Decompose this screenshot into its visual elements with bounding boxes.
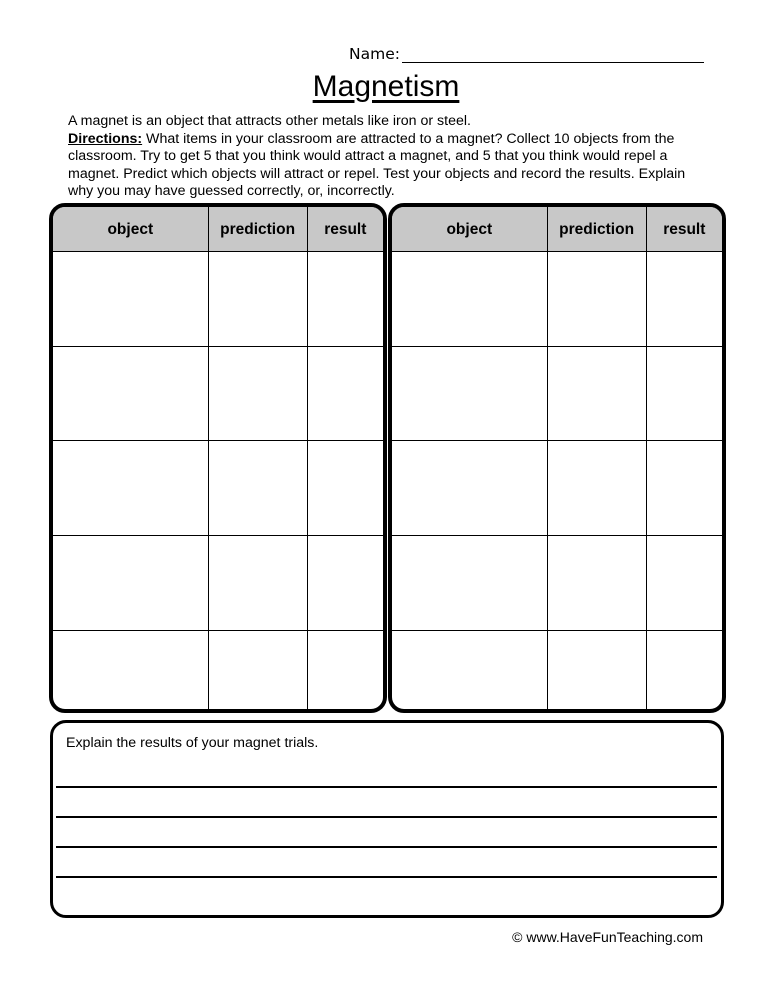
header-object: object [53, 207, 208, 252]
header-result: result [307, 207, 383, 252]
object-cell[interactable] [53, 252, 208, 347]
intro-text [68, 113, 708, 201]
table-header-row [392, 207, 722, 252]
name-row [349, 44, 709, 68]
explain-prompt: Explain the results of your magnet trials. [66, 735, 319, 751]
result-cell[interactable] [646, 346, 722, 441]
answer-line[interactable] [56, 876, 717, 878]
result-cell[interactable] [307, 346, 383, 441]
table-row [392, 441, 722, 536]
table-row [392, 535, 722, 630]
directions-label: Directions: [68, 130, 143, 147]
table-row [392, 346, 722, 441]
table-row [53, 535, 383, 630]
object-cell[interactable] [53, 346, 208, 441]
result-cell[interactable] [646, 630, 722, 709]
table-row [53, 252, 383, 347]
prediction-cell[interactable] [547, 630, 646, 709]
explain-results-box [50, 720, 724, 918]
directions-paragraph [68, 131, 708, 201]
object-cell[interactable] [53, 630, 208, 709]
answer-line[interactable] [56, 846, 717, 848]
object-cell[interactable] [392, 346, 547, 441]
table-row [53, 441, 383, 536]
object-cell[interactable] [392, 252, 547, 347]
header-prediction: prediction [208, 207, 307, 252]
header-result: result [646, 207, 722, 252]
prediction-cell[interactable] [208, 252, 307, 347]
answer-line[interactable] [56, 786, 717, 788]
table-header-row [53, 207, 383, 252]
header-prediction: prediction [547, 207, 646, 252]
prediction-cell[interactable] [547, 346, 646, 441]
prediction-cell[interactable] [547, 252, 646, 347]
page-title: Magnetism [312, 70, 460, 103]
name-field[interactable] [402, 62, 704, 63]
prediction-cell[interactable] [208, 346, 307, 441]
prediction-cell[interactable] [208, 630, 307, 709]
left-results-table [49, 203, 387, 713]
result-cell[interactable] [307, 630, 383, 709]
result-cell[interactable] [646, 252, 722, 347]
intro-line: A magnet is an object that attracts other metals like iron or steel. [68, 113, 471, 129]
right-results-table [388, 203, 726, 713]
result-cell[interactable] [646, 441, 722, 536]
header-object: object [392, 207, 547, 252]
prediction-cell[interactable] [208, 441, 307, 536]
result-cell[interactable] [646, 535, 722, 630]
result-cell[interactable] [307, 535, 383, 630]
name-label: Name: [349, 45, 400, 63]
table-row [53, 630, 383, 709]
prediction-cell[interactable] [208, 535, 307, 630]
table-row [53, 346, 383, 441]
answer-line[interactable] [56, 816, 717, 818]
result-cell[interactable] [307, 252, 383, 347]
object-cell[interactable] [392, 630, 547, 709]
prediction-cell[interactable] [547, 535, 646, 630]
table-row [392, 630, 722, 709]
object-cell[interactable] [392, 535, 547, 630]
object-cell[interactable] [53, 441, 208, 536]
directions-text: What items in your classroom are attracted to a magnet? Collect 10 objects from the classroom. Try to get 5 that you think would attract a magnet, and 5 that you think would repel a magnet. Predict which objects will attract or repel. Test your objects and record the results. Explain why you may have guessed correctly, or, incorrectly. [68, 130, 686, 200]
table-row [392, 252, 722, 347]
object-cell[interactable] [392, 441, 547, 536]
prediction-cell[interactable] [547, 441, 646, 536]
object-cell[interactable] [53, 535, 208, 630]
copyright-footer: © www.HaveFunTeaching.com [512, 929, 703, 945]
result-cell[interactable] [307, 441, 383, 536]
